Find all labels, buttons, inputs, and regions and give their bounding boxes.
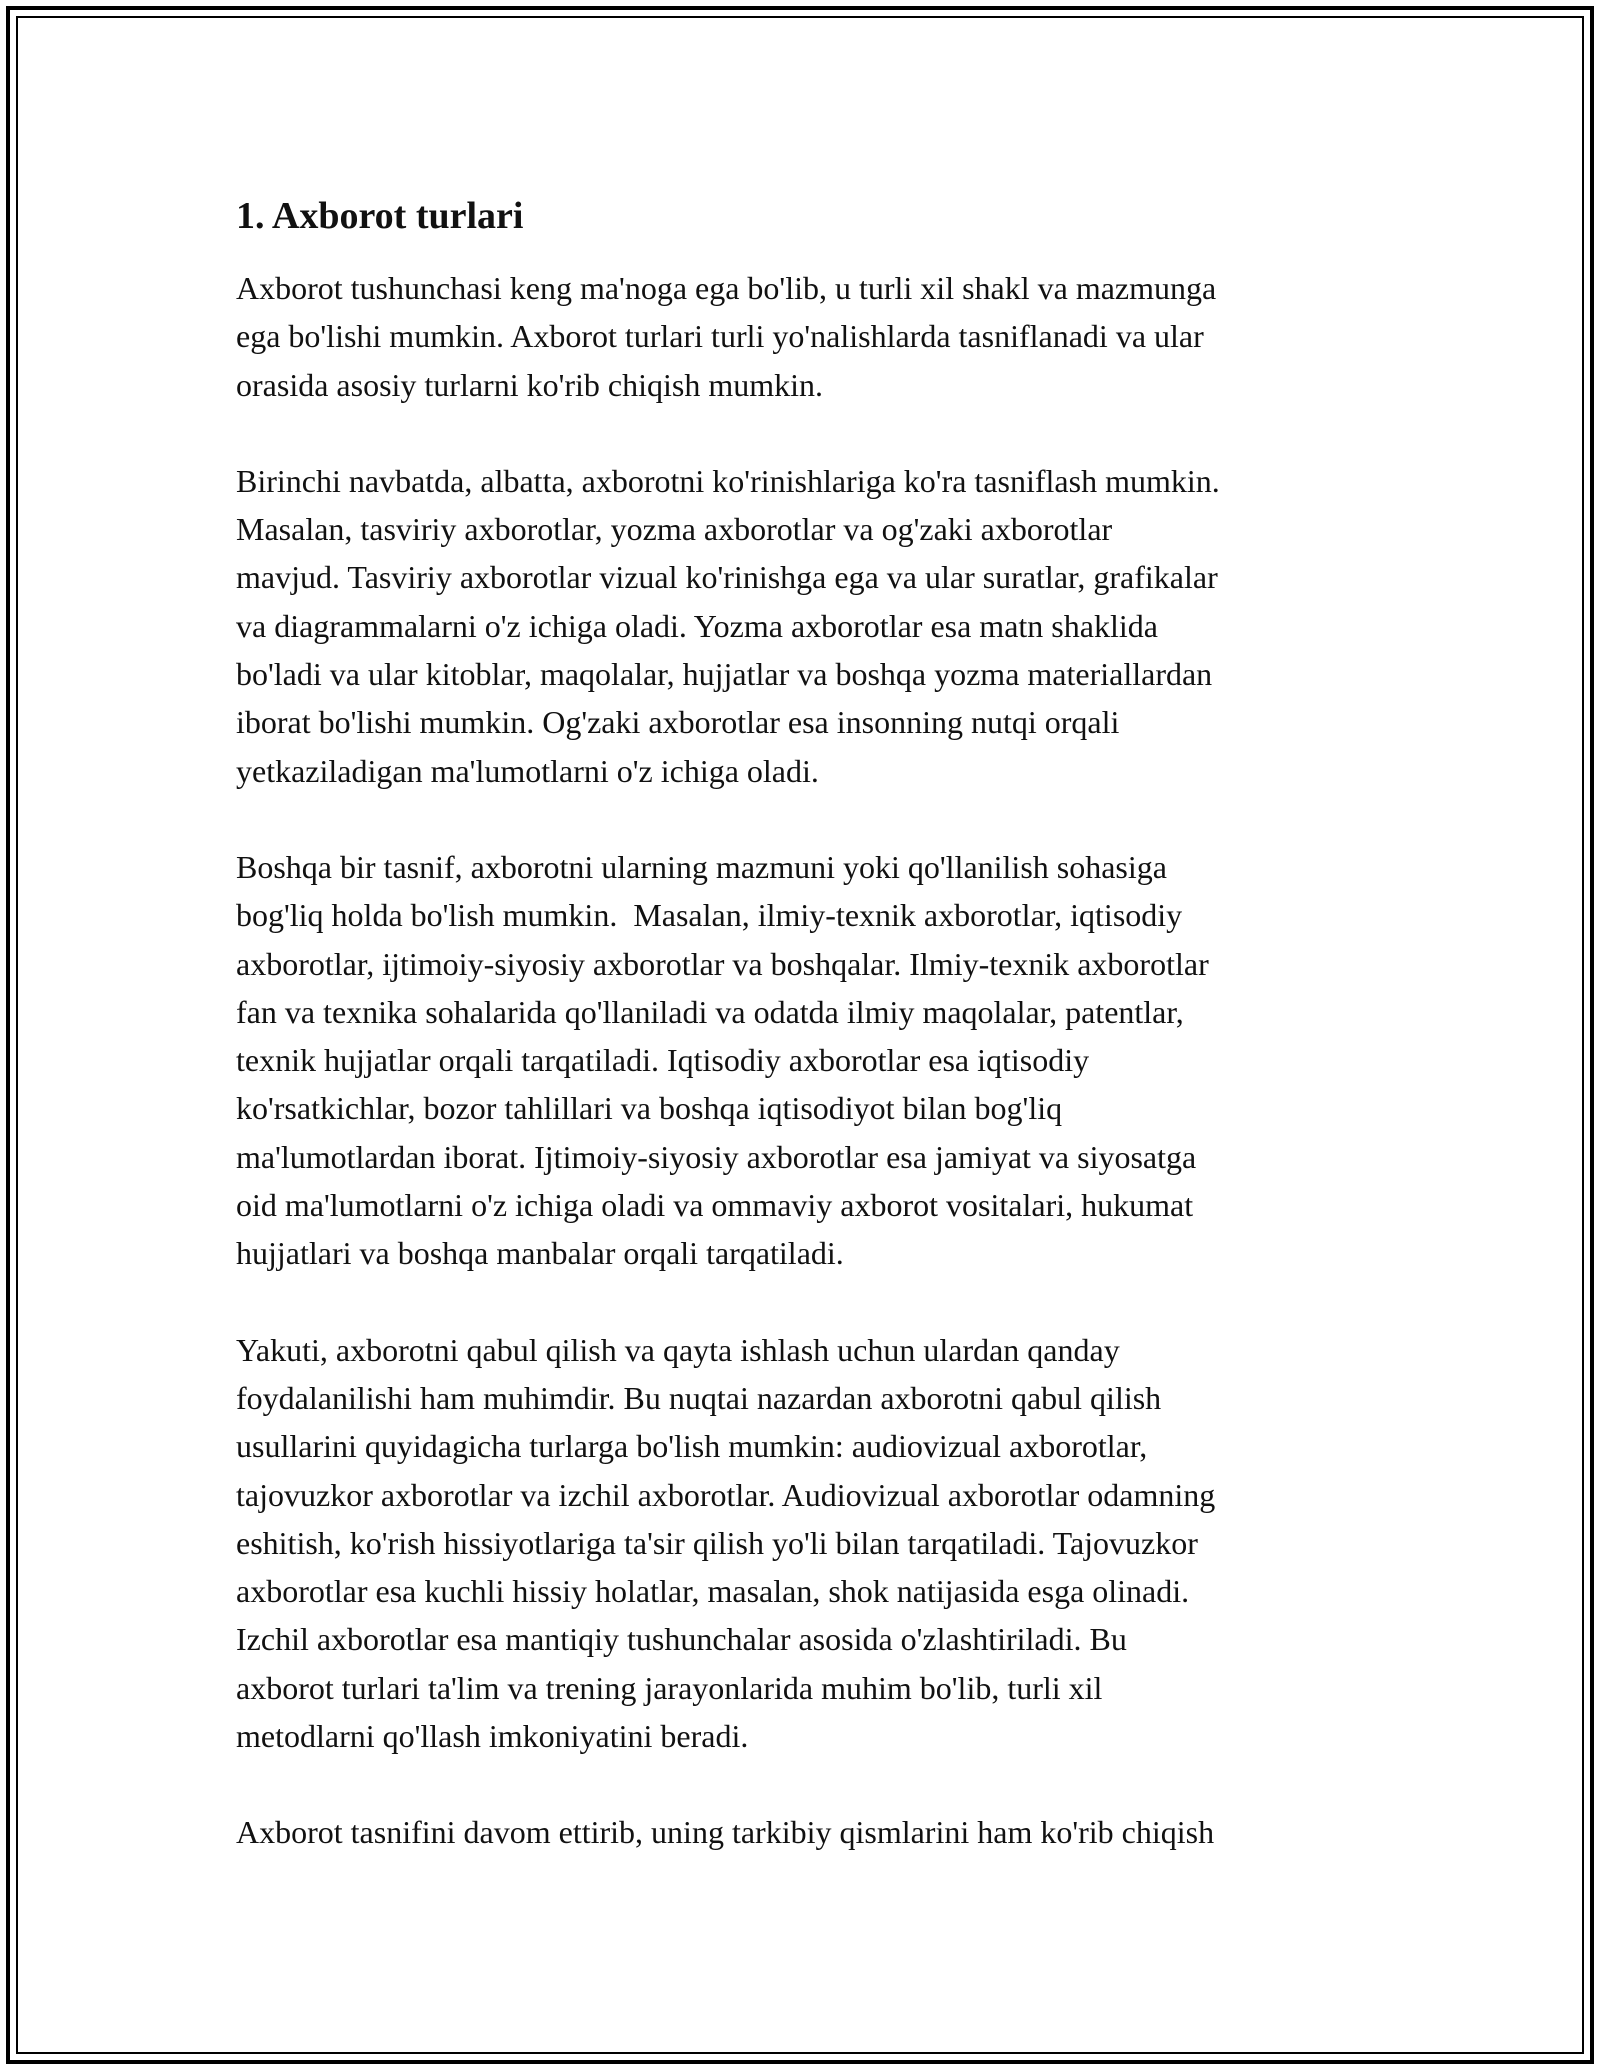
paragraph-1: Axborot tushunchasi keng ma'noga ega bo'lib, u turli xil shakl va mazmunga ega bo'lishi mumkin. Axborot turlari turli yo'nalishlarda tasniflanadi va ular orasida asosiy turlarni ko'rib chiqish mumkin. [236, 270, 1217, 403]
paragraph-3: Boshqa bir tasnif, axborotni ularning mazmuni yoki qo'llanilish sohasiga bog'liq holda bo'lish mumkin. Masalan, ilmiy-texnik axborotlar, iqtisodiy axborotlar, ijtimoiy-siyosiy axborotlar va boshqalar. Ilmiy-texnik axborotlar fan va texnika sohalarida qo'llaniladi va odatda ilmiy maqolalar, patentlar, texnik hujjatlar orqali tarqatiladi. Iqtisodiy axborotlar esa iqtisodiy ko'rsatkichlar, bozor tahlillari va boshqa iqtisodiyot bilan bog'liq ma'lumotlardan iborat. Ijtimoiy-siyosiy axborotlar esa jamiyat va siyosatga oid ma'lumotlarni o'z ichiga oladi va ommaviy axborot vositalari, hukumat hujjatlari va boshqa manbalar orqali tarqatiladi. [236, 848, 1209, 1272]
paragraph-2: Birinchi navbatda, albatta, axborotni ko'rinishlariga ko'ra tasniflash mumkin. Masalan, tasviriy axborotlar, yozma axborotlar va og'zaki axborotlar mavjud. Tasviriy axborotlar vizual ko'rinishga ega va ular suratlar, grafikalar va diagrammalarni o'z ichiga oladi. Yozma axborotlar esa matn shaklida bo'ladi va ular kitoblar, maqolalar, hujjatlar va boshqa yozma materiallardan iborat bo'lishi mumkin. Og'zaki axborotlar esa insonning nutqi orqali yetkaziladigan ma'lumotlarni o'z ichiga oladi. [236, 462, 1220, 789]
section-heading: 1. Axborot turlari [236, 195, 524, 237]
paragraph-4: Yakuti, axborotni qabul qilish va qayta ishlash uchun ulardan qanday foydalanilishi ham muhimdir. Bu nuqtai nazardan axborotni qabul qilish usullarini quyidagicha turlarga bo'lish mumkin: audiovizual axborotlar, tajovuzkor axborotlar va izchil axborotlar. Audiovizual axborotlar odamning eshitish, ko'rish hissiyotlariga ta'sir qilish yo'li bilan tarqatiladi. Tajovuzkor axborotlar esa kuchli hissiy holatlar, masalan, shok natijasida esga olinadi. Izchil axborotlar esa mantiqiy tushunchalar asosida o'zlashtiriladi. Bu axborot turlari ta'lim va trening jarayonlarida muhim bo'lib, turli xil metodlarni qo'llash imkoniyatini beradi. [236, 1331, 1216, 1755]
document-body [236, 180, 1376, 1905]
paragraph-5: Axborot tasnifini davom ettirib, uning tarkibiy qismlarini ham ko'rib chiqish [236, 1814, 1215, 1851]
